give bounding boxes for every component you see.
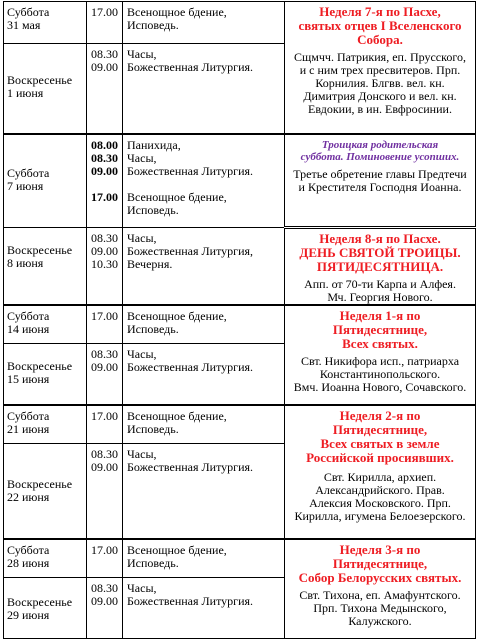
date-cell: Суббота 31 мая [4, 2, 87, 44]
feast-cell: Неделя 8-я по Пасхе. ДЕНЬ СВЯТОЙ ТРОИЦЫ. ПЯТИДЕСЯТНИЦА. Апп. от 70-ти Карпа и Алфея. Мч. Георгия Нового. [285, 228, 476, 306]
service-cell: Всенощное бдение, Исповедь. [123, 2, 285, 44]
service-cell: Всенощное бдение, Исповедь. [123, 539, 285, 577]
feast-cell: Неделя 1-я по Пятидесятнице, Всех святых. Свт. Никифора исп., патриарха Константинопольского. Вмч. Иоанна Нового, Сочавского. [285, 305, 476, 405]
date-cell: Воскресенье 22 июня [4, 443, 87, 539]
service-cell: Часы, Божественная Литургия. [123, 577, 285, 638]
feast-cell: Неделя 7-я по Пасхе, святых отцев I Вселенского Собора. Сщмчч. Патрикия, еп. Прусского, и с ним трех пресвитеров. Прп. Корнилия. Блгвв. вел. кн. Димитрия Донского и вел. кн. Евдокии, в ин. Евфросинии. [285, 2, 476, 134]
service-cell: Панихида, Часы, Божественная Литургия. Всенощное бдение, Исповедь. [123, 134, 285, 228]
time-cell: 08.30 09.00 [87, 44, 123, 134]
time-cell: 17.00 [87, 405, 123, 443]
time-cell: 08.00 08.30 09.00 17.00 [87, 134, 123, 228]
date-cell: Суббота 28 июня [4, 539, 87, 577]
table-row [4, 134, 476, 228]
feast-cell: Троицкая родительская суббота. Поминовение усопших. Третье обретение главы Предтечи и Крестителя Господня Иоанна. [285, 134, 476, 228]
table-row [4, 228, 476, 306]
service-cell: Часы, Божественная Литургия. [123, 343, 285, 405]
table-row [4, 305, 476, 343]
time-cell: 17.00 [87, 2, 123, 44]
schedule-table [3, 1, 476, 639]
table-row [4, 539, 476, 577]
time-cell: 08.30 09.00 10.30 [87, 228, 123, 306]
time-cell: 08.30 09.00 [87, 577, 123, 638]
table-row [4, 2, 476, 44]
time-cell: 17.00 [87, 539, 123, 577]
service-cell: Всенощное бдение, Исповедь. [123, 405, 285, 443]
service-cell: Часы, Божественная Литургия. [123, 44, 285, 134]
feast-cell: Неделя 3-я по Пятидесятнице, Собор Белорусских святых. Свт. Тихона, еп. Амафунтского. Прп. Тихона Медынского, Калужского. [285, 539, 476, 638]
date-cell: Воскресенье 29 июня [4, 577, 87, 638]
time-cell: 08.30 09.00 [87, 343, 123, 405]
service-cell: Часы, Божественная Литургия. [123, 443, 285, 539]
date-cell: Суббота 21 июня [4, 405, 87, 443]
service-cell: Часы, Божественная Литургия, Вечерня. [123, 228, 285, 306]
time-cell: 08.30 09.00 [87, 443, 123, 539]
date-cell: Воскресенье 8 июня [4, 228, 87, 306]
time-cell: 17.00 [87, 305, 123, 343]
date-cell: Воскресенье 1 июня [4, 44, 87, 134]
service-cell: Всенощное бдение, Исповедь. [123, 305, 285, 343]
feast-cell: Неделя 2-я по Пятидесятнице, Всех святых в земле Российской просиявших. Свт. Кирилла, архиеп. Александрийского. Прав. Алексия Московского. Прп. Кирилла, игумена Белоезерского. [285, 405, 476, 539]
table-row [4, 405, 476, 443]
date-cell: Воскресенье 15 июня [4, 343, 87, 405]
date-cell: Суббота 14 июня [4, 305, 87, 343]
date-cell: Суббота 7 июня [4, 134, 87, 228]
